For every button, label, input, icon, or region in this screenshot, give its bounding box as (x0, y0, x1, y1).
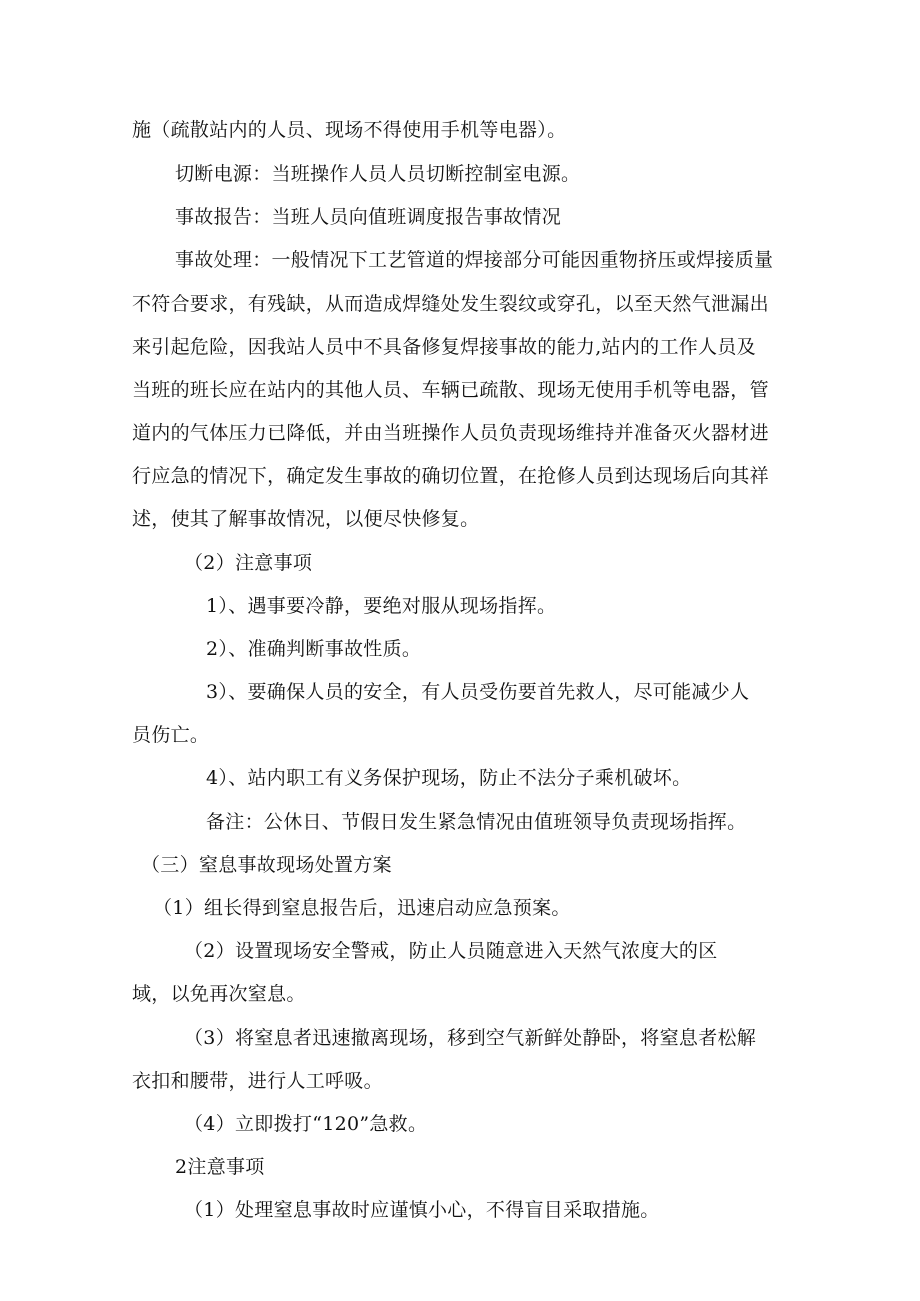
text-line-14: 3）、要确保人员的安全，有人员受伤要首先救人，尽可能减少人 (206, 681, 750, 703)
text-line-13: 2）、准确判断事故性质。 (206, 638, 422, 660)
text-line-17: 备注：公休日、节假日发生紧急情况由值班领导负责现场指挥。 (206, 811, 747, 833)
text-line-7: 当班的班长应在站内的其他人员、车辆已疏散、现场无使用手机等电器，管 (132, 379, 769, 401)
text-line-19: （1）组长得到窒息报告后，迅速启动应急预案。 (153, 897, 571, 919)
text-line-3: 事故报告：当班人员向值班调度报告事故情况 (175, 206, 562, 228)
text-line-5: 不符合要求，有残缺，从而造成焊缝处发生裂纹或穿孔，以至天然气泄漏出 (132, 293, 769, 315)
text-line-25: 2注意事项 (175, 1156, 265, 1178)
text-line-16: 4）、站内职工有义务保护现场，防止不法分子乘机破坏。 (206, 767, 692, 789)
text-line-21: 域，以免再次窒息。 (132, 983, 306, 1005)
text-line-10: 述，使其了解事故情况，以便尽快修复。 (132, 508, 480, 530)
text-line-18: （三）窒息事故现场处置方案 (141, 854, 392, 876)
text-line-6: 来引起危险，因我站人员中不具备修复焊接事故的能力,站内的工作人员及 (132, 336, 756, 358)
text-line-8: 道内的气体压力已降低，并由当班操作人员负责现场维持并准备灭火器材进 (132, 422, 769, 444)
text-line-24: （4）立即拨打“120”急救。 (184, 1113, 428, 1135)
text-line-20: （2）设置现场安全警戒，防止人员随意进入天然气浓度大的区 (184, 940, 718, 962)
text-line-9: 行应急的情况下，确定发生事故的确切位置，在抢修人员到达现场后向其祥 (132, 465, 769, 487)
text-line-11: （2）注意事项 (184, 552, 313, 574)
text-line-15: 员伤亡。 (132, 724, 210, 746)
text-line-26: （1）处理窒息事故时应谨慎小心，不得盲目采取措施。 (184, 1199, 660, 1221)
text-line-23: 衣扣和腰带，进行人工呼吸。 (132, 1070, 383, 1092)
text-line-4: 事故处理：一般情况下工艺管道的焊接部分可能因重物挤压或焊接质量 (175, 249, 774, 271)
text-line-12: 1）、遇事要冷静，要绝对服从现场指挥。 (206, 595, 557, 617)
text-line-2: 切断电源：当班操作人员人员切断控制室电源。 (175, 163, 581, 185)
text-line-22: （3）将窒息者迅速撤离现场，移到空气新鲜处静卧，将窒息者松解 (184, 1027, 757, 1049)
text-line-1: 施（疏散站内的人员、现场不得使用手机等电器）。 (132, 119, 567, 141)
